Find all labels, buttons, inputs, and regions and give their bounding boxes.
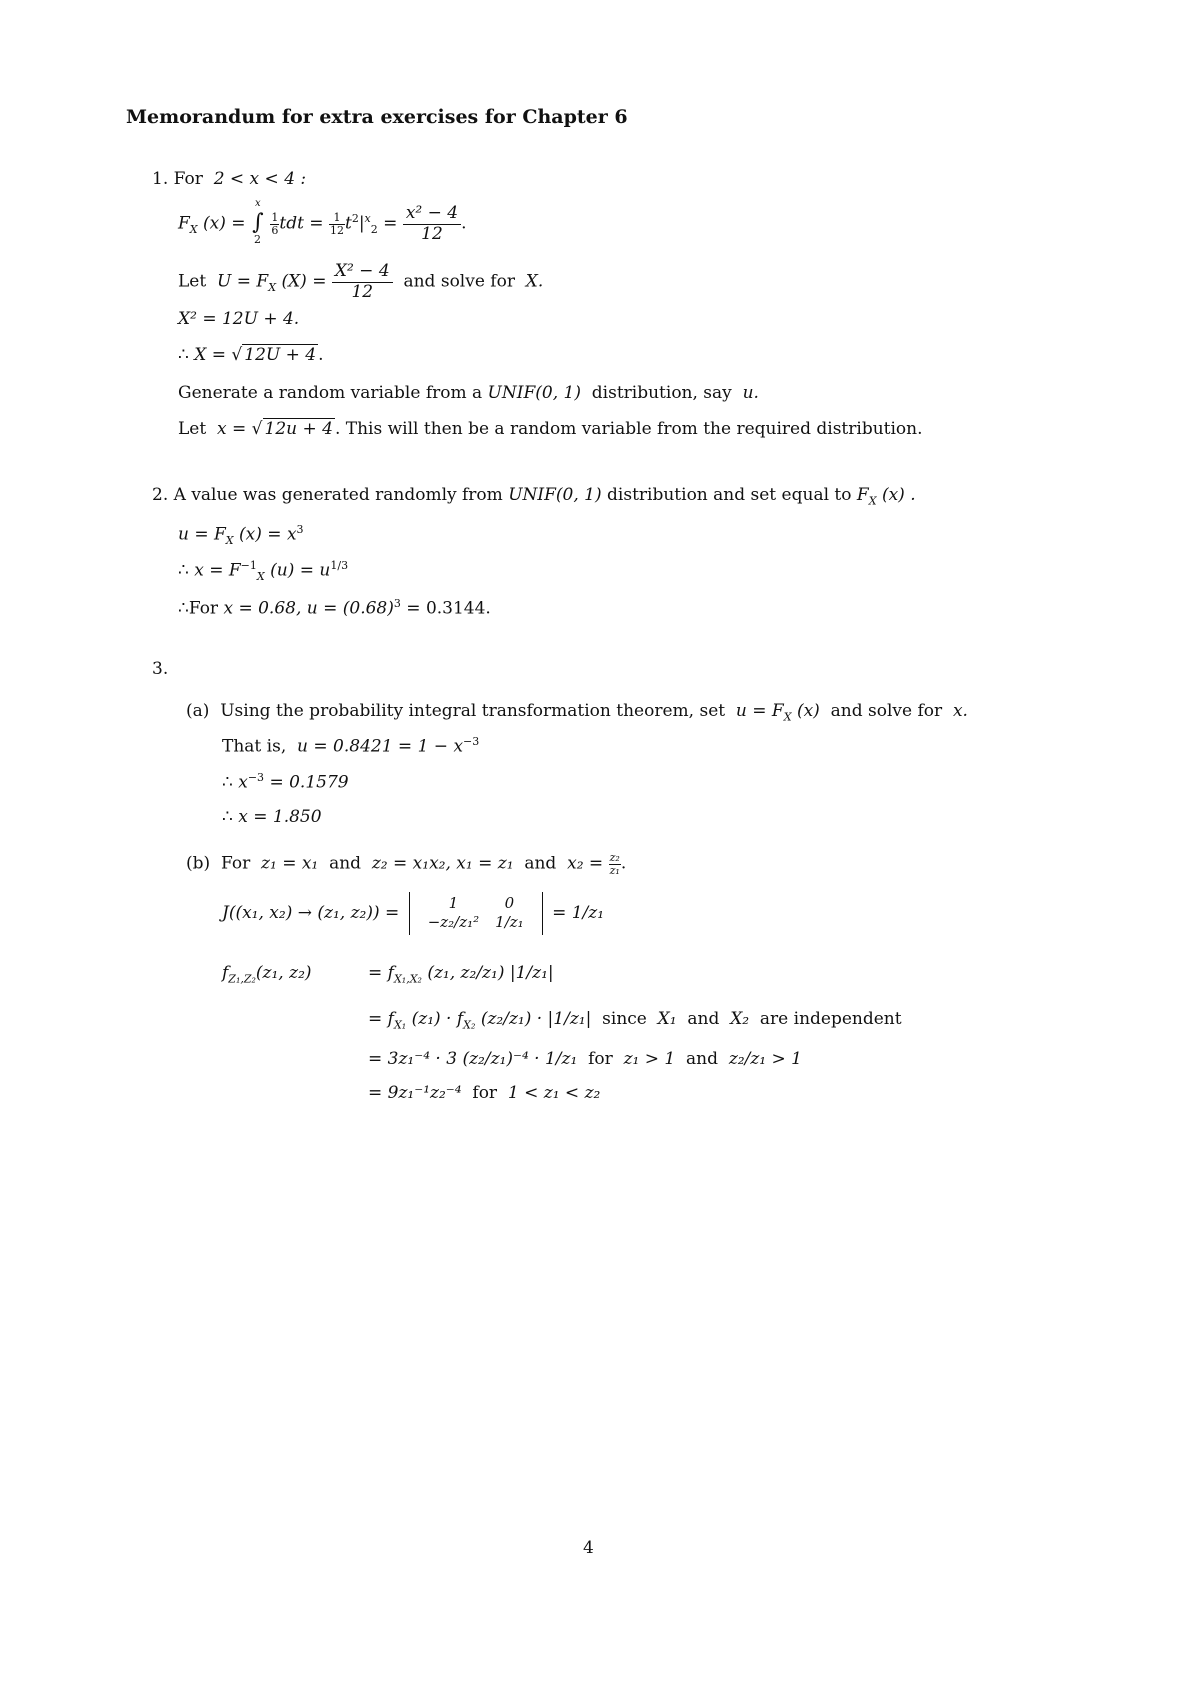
q1-let-line: Let $U = F_X$ (X) = $\frac{\text{X² − 4}}{12}$ and solve for X. <box>178 261 544 302</box>
q1-range: 2 < x < 4 : <box>213 169 307 189</box>
q1-eq2: X² = 12U + 4. <box>178 309 300 329</box>
q1-result-num: x² − 4 <box>403 204 461 225</box>
q3a-line4 <box>222 808 322 828</box>
q3b-pdf-f: f <box>222 963 229 983</box>
q3b-pdf-l3-for: for <box>588 1049 613 1069</box>
q3a-line1-a: Using the probability integral transformation theorem, set <box>220 701 726 721</box>
q3b-pdf-l4-c: 1 < z₁ < z₂ <box>507 1083 601 1103</box>
jac-r2c1: −z₂/z₁² <box>427 913 480 932</box>
q1-let1-var: X. <box>525 271 544 292</box>
q2-line4-exp: 3 <box>393 597 401 610</box>
q3b-pdf-l4-for: for <box>472 1083 498 1103</box>
q3a-line2-a: That is, <box>222 736 287 757</box>
q1-int-frac <box>270 212 279 236</box>
q3a-line1-d: and solve for <box>830 701 943 721</box>
q1-let1-label: Let <box>178 271 207 292</box>
q1-gen-say: distribution, say <box>591 383 732 403</box>
q3a-line2 <box>222 736 479 757</box>
q3b-pdf-lhs <box>222 964 312 986</box>
q3b-pdf-l2-b: (z₁) · f <box>411 1009 464 1029</box>
q1-int-upper: x <box>254 197 261 209</box>
q3a-line1-b: u = F <box>735 701 784 721</box>
q3b-pdf-l3-e: z₂/z₁ > 1 <box>728 1049 802 1069</box>
q3b-jacobian <box>222 892 604 935</box>
q3b-jac-lhs: J((x₁, x₂) → (z₁, z₂)) = <box>222 902 400 923</box>
q3a-line3 <box>222 772 349 793</box>
therefore-icon: ∴ <box>178 598 189 619</box>
q3b-pdf-l3-c: z₁ > 1 <box>623 1049 676 1069</box>
q1-let2-line <box>178 420 923 440</box>
q1-generate-line <box>178 384 759 404</box>
q3b-label: (b) <box>186 853 211 874</box>
q1-mid-bar: | <box>358 213 365 234</box>
q3b-pdf-l1 <box>368 964 554 986</box>
q1-int-body: tdt = <box>279 213 324 234</box>
q3b-pdf-l2-sub2: X₂ <box>463 1018 476 1032</box>
q3b-pdf-l3-a: = 3z₁⁻⁴ · 3 (z₂/z₁)⁻⁴ · 1/z₁ <box>368 1049 578 1069</box>
q2-line3-b: (u) = u <box>270 560 331 581</box>
q1-let1-frac <box>332 262 393 302</box>
q1-let2-label: Let <box>178 419 207 439</box>
q1-let1-solve: and solve for <box>403 271 515 292</box>
q2-line2-a: u = F <box>178 524 226 545</box>
q2-line3-a: x = F <box>194 560 241 581</box>
q2-line4 <box>178 598 491 619</box>
q3b-pdf-l3 <box>368 1050 802 1070</box>
q1-mid-frac-num: 1 <box>329 212 345 225</box>
q1-gen-var: u. <box>742 383 759 403</box>
q3b-line1-b: z₁ = x₁ <box>261 853 319 874</box>
q3b-pdf-l2-a: = f <box>368 1009 394 1029</box>
q3b-pdf-arg: (z₁, z₂) <box>255 963 312 983</box>
q3b-pdf-l2-c: (z₂/z₁) · |1/z₁| <box>480 1009 592 1029</box>
q3a-line4-x: x = 1.850 <box>238 807 322 827</box>
q3a-line1-e: x. <box>952 701 968 721</box>
jacobian-determinant <box>409 892 543 935</box>
q3b-pdf-l4 <box>368 1084 600 1104</box>
q1-let1-u: U = F <box>217 271 269 292</box>
q3b-line1-for: For <box>220 853 251 874</box>
integral-icon: ∫ <box>252 209 264 235</box>
q3b-pdf-l2-x1: X₁ <box>657 1009 677 1029</box>
q1-let2-tail: . This will then be a random variable from the required distribution. <box>334 419 923 439</box>
q1-fx-sub: X <box>189 222 198 236</box>
q3a-line3-exp: −3 <box>247 771 265 784</box>
q3b-pdf-l2-since: since <box>602 1009 647 1029</box>
q3b-pdf-l1-sub: X₁,X₂ <box>393 972 422 986</box>
q1-number: 1. <box>152 169 169 189</box>
q3b-line1-num: z₂ <box>609 851 620 864</box>
q1-let1-arg: (X) = <box>281 271 327 292</box>
q1-result-frac <box>403 204 461 244</box>
q1-int-frac-den: 6 <box>271 223 279 237</box>
q3a-line1: (a) Using the probability integral transformation theorem, set $u = F_X$ (x) and solve for x. <box>186 701 968 724</box>
page-title: Memorandum for extra exercises for Chapter 6 <box>126 106 628 128</box>
q2-number: 2. <box>152 485 169 505</box>
q1-let1-num: X² − 4 <box>332 262 393 283</box>
q3b-line1-and1: and <box>329 853 362 874</box>
q1-cdf-line: $F_X$ (x) = x ∫ 2 $\frac{1}{6}$ tdt = $\frac{1}{12}$ $t^2|^x_2$ = $\frac{\text{x² − 4}}{12}$ . <box>178 197 467 247</box>
q3b-line1-g: x₂ = <box>567 853 604 874</box>
q1-gen-dist: UNIF(0, 1) <box>487 383 581 403</box>
q3b-pdf-l2 <box>368 1010 902 1032</box>
q3b-line1-d: z₂ = x₁x₂, <box>371 853 451 874</box>
q1-eq: = <box>383 213 398 234</box>
q2-line1-f: F <box>856 485 869 505</box>
q3a-line2-exp: −3 <box>463 735 480 748</box>
q3b-pdf-l2-and: and <box>687 1009 720 1029</box>
q2-line4-b: x = 0.68, u = (0.68) <box>223 598 394 619</box>
q2-line2-b: (x) = x <box>239 524 297 545</box>
q1-integral <box>251 197 265 247</box>
q2-line1-c: distribution and set equal to <box>607 485 852 505</box>
q3b-pdf-l2-x2: X₂ <box>730 1009 750 1029</box>
q1-let1-den: 12 <box>351 281 374 302</box>
q2-line3-exp: 1/3 <box>330 559 349 572</box>
q1-mid-frac-den: 12 <box>329 223 344 237</box>
q3b-pdf-l1-arg: (z₁, z₂/z₁) |1/z₁| <box>427 963 554 983</box>
q3b-line1-and2: and <box>524 853 557 874</box>
q3a-line3-b: = 0.1579 <box>269 772 349 793</box>
q1-fx-lhs: F <box>178 213 190 234</box>
q1-eq3-radicand: 12U + 4 <box>244 345 317 365</box>
q1-mid-up: x <box>364 211 371 225</box>
q2-line2: $u = F_X$ $(x) = x^3$ <box>178 523 304 548</box>
q3a-line2-b: u = 0.8421 = 1 − x <box>297 736 464 757</box>
q1-let2-sqrt: √ 12u + 4 <box>251 419 333 439</box>
therefore-icon: ∴ <box>178 560 189 581</box>
jac-r1c1: 1 <box>448 894 459 912</box>
jac-r2c2: 1/z₁ <box>495 913 524 932</box>
therefore-icon: ∴ <box>222 807 233 827</box>
q3b-pdf-l3-and: and <box>686 1049 719 1069</box>
q3b-jac-rhs: = 1/z₁ <box>552 902 605 923</box>
q3b-pdf-sub: Z₁,Z₂ <box>228 972 256 986</box>
therefore-icon: ∴ <box>222 772 233 793</box>
q2-line4-c: = 0.3144. <box>406 598 491 619</box>
q3-number: 3. <box>152 659 169 679</box>
q2-line3: ∴ $x = F^{-1}_X$ $(u) = u^{1/3}$ <box>178 559 349 584</box>
q2-line3-sup: −1 <box>240 559 257 572</box>
q1-int-lower: 2 <box>253 233 261 247</box>
page-number: 4 <box>583 1538 594 1558</box>
q1-let2-x: x = <box>217 419 247 439</box>
q2-line1-arg: (x) . <box>881 485 916 505</box>
q3a-line1-c: (x) <box>796 701 820 721</box>
q1-mid-frac <box>329 212 345 236</box>
q1-gen-text: Generate a random variable from a <box>178 383 483 403</box>
q3a-label: (a) <box>186 701 210 721</box>
q1-eq3: ∴ X = √ 12U + 4 . <box>178 345 324 365</box>
q2-line4-for: For <box>188 598 219 619</box>
q3b-pdf-l1-a: = f <box>368 963 394 983</box>
q1-eq3-lhs: X = <box>194 345 226 365</box>
q1-fx-arg: (x) = <box>203 213 246 234</box>
q1-mid-lo: 2 <box>370 222 378 236</box>
q3b-pdf-l4-a: = 9z₁⁻¹z₂⁻⁴ <box>368 1083 462 1103</box>
q1-result-den: 12 <box>421 223 443 244</box>
q3b-line1: (b) For z₁ = x₁ and z₂ = x₁x₂, x₁ = z₁ and x₂ = $\frac{\text{z₂}}{\text{z₁}}$ . <box>186 851 627 877</box>
q3b-line1-frac <box>609 852 621 876</box>
q1-int-frac-num: 1 <box>271 211 279 224</box>
q3b-pdf-l2-indep: are independent <box>759 1009 902 1029</box>
q1-mid-t: t <box>344 213 352 234</box>
q3b-line1-e: x₁ = z₁ <box>456 853 514 874</box>
q3b-line1-den: z₁ <box>609 863 620 877</box>
q1-header <box>152 170 306 190</box>
q3a-line3-x: x <box>238 772 248 793</box>
q1-let2-radicand: 12u + 4 <box>264 419 333 439</box>
q2-line1-dist: UNIF(0, 1) <box>508 485 602 505</box>
q2-line2-exp: 3 <box>296 523 304 536</box>
q1-for-label: For <box>173 169 203 189</box>
q2-header: 2. A value was generated randomly from UNIF(0, 1) distribution and set equal to $F_X$ (x) . <box>152 485 916 508</box>
q1-eq3-sqrt: √ 12U + 4 <box>231 345 317 365</box>
jac-r1c2: 0 <box>504 894 515 912</box>
therefore-icon: ∴ <box>178 345 189 365</box>
q3b-pdf-l2-sub1: X₁ <box>393 1018 407 1032</box>
q2-line1-a: A value was generated randomly from <box>173 485 503 505</box>
